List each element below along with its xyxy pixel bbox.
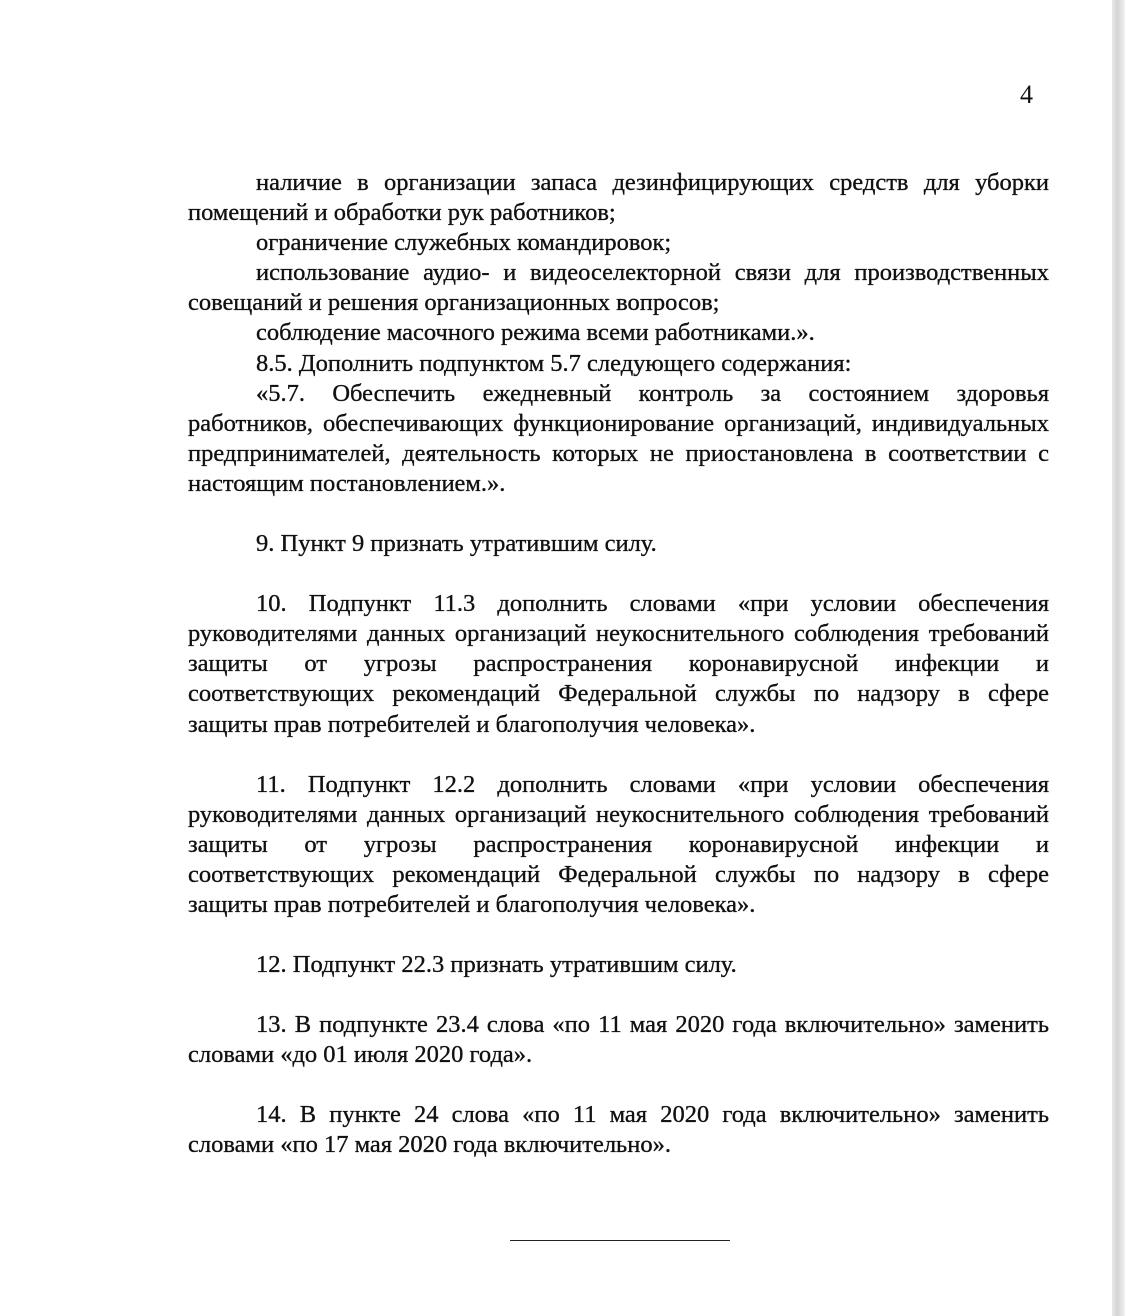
page-edge-shadow — [1112, 0, 1125, 1316]
paragraph-video-conference: использование аудио- и видеоселекторной связи для производственных совещаний и решения организационных вопросов; — [188, 259, 1049, 317]
paragraph-12: 12. Подпункт 22.3 признать утратившим силу. — [256, 951, 737, 979]
end-of-document-line — [510, 1240, 730, 1241]
page-number: 4 — [1020, 80, 1033, 109]
paragraph-business-trips: ограничение служебных командировок; — [256, 229, 672, 257]
document-body — [188, 168, 1049, 1161]
paragraph-13: 13. В подпункте 23.4 слова «по 11 мая 2020 года включительно» заменить словами «до 01 июля 2020 года». — [188, 1011, 1049, 1069]
paragraph-8-5: 8.5. Дополнить подпунктом 5.7 следующего содержания: — [256, 349, 852, 377]
paragraph-9: 9. Пункт 9 признать утратившим силу. — [256, 530, 657, 558]
paragraph-5-7: «5.7. Обеспечить ежедневный контроль за состоянием здоровья работников, обеспечивающих функционирование организаций, индивидуальных предпринимателей, деятельность которых не приостановлена в соответствии с настоящим постановлением.». — [188, 379, 1049, 497]
paragraph-14: 14. В пункте 24 слова «по 11 мая 2020 года включительно» заменить словами «по 17 мая 2020 года включительно». — [188, 1101, 1049, 1159]
paragraph-10: 10. Подпункт 11.3 дополнить словами «при условии обеспечения руководителями данных организаций неукоснительного соблюдения требований защиты от угрозы распространения коронавирусной инфекции и соответствующих рекомендаций Федеральной службы по надзору в сфере защиты прав потребителей и благополучия человека». — [188, 590, 1049, 738]
paragraph-11: 11. Подпункт 12.2 дополнить словами «при условии обеспечения руководителями данных организаций неукоснительного соблюдения требований защиты от угрозы распространения коронавирусной инфекции и соответствующих рекомендаций Федеральной службы по надзору в сфере защиты прав потребителей и благополучия человека». — [188, 770, 1049, 918]
paragraph-disinfectant-stock: наличие в организации запаса дезинфицирующих средств для уборки помещений и обработки рук работников; — [188, 169, 1049, 227]
paragraph-mask-regime: соблюдение масочного режима всеми работниками.». — [256, 319, 815, 347]
